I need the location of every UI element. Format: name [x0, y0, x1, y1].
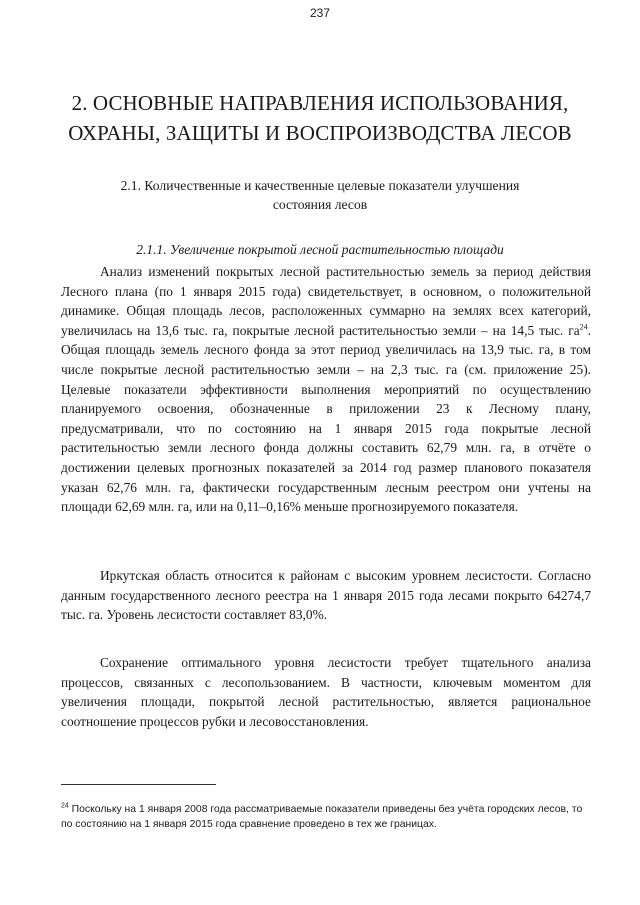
- paragraph-forest-area-analysis: [61, 262, 591, 517]
- footnote-text: Поскольку на 1 января 2008 года рассматриваемые показатели приведены без учёта городских лесов, то по состоянию на 1 января 2015 года сравнение проведено в тех же границах.: [61, 804, 583, 830]
- footnote-marker: 24: [61, 802, 69, 810]
- chapter-title-line-2: ОХРАНЫ, ЗАЩИТЫ И ВОСПРОИЗВОДСТВА ЛЕСОВ: [68, 121, 572, 145]
- footnote-divider: [61, 784, 216, 785]
- chapter-title-line-1: 2. ОСНОВНЫЕ НАПРАВЛЕНИЯ ИСПОЛЬЗОВАНИЯ,: [71, 91, 569, 115]
- footnote-reference[interactable]: 24: [579, 322, 588, 332]
- subsection-title: 2.1.1. Увеличение покрытой лесной растительностью площади: [136, 242, 504, 257]
- section-title-line-1: 2.1. Количественные и качественные целевые показатели улучшения: [120, 178, 520, 193]
- page-number: 237: [309, 6, 331, 20]
- paragraph-forest-cover-level: Иркутская область относится к районам с высоким уровнем лесистости. Согласно данным государственного лесного реестра на 1 января 2015 года лесами покрыто 64274,7 тыс. га. Уровень лесистости составляет 83,0%.: [61, 568, 591, 623]
- paragraph-1-part-2: . Общая площадь земель лесного фонда за этот период увеличилась на 13,9 тыс. га, в том числе покрытые лесной растительностью земли – на 2,3 тыс. га (см. приложение 25). Целевые показатели эффективности выполнения мероприятий по осуществлению планируемого освоения, обозначенные в приложении 23 к Лесному плану, предусматривали, что по состоянию на 1 января 2015 года покрытые лесной растительностью земли лесного фонда должны составить 62,79 млн. га, в отчёте о достижении целевых прогнозных показателей за 2014 год размер планового показателя указан 62,76 млн. га, фактически государственным лесным реестром они учтены на площади 62,69 млн. га, или на 0,11–0,16% меньше прогнозируемого показателя.: [61, 322, 591, 515]
- section-title: [60, 176, 580, 214]
- section-title-line-2: состояния лесов: [272, 197, 368, 212]
- paragraph-1-part-1: Анализ изменений покрытых лесной растительностью земель за период действия Лесного плана (по 1 января 2015 года) свидетельствует, в основном, о положительной динамике. Общая площадь лесов, расположенных суммарно на землях всех категорий, увеличилась на 13,6 тыс. га, покрытые лесной растительностью земли – на 14,5 тыс. га: [61, 264, 591, 338]
- paragraph-optimal-forest-cover: Сохранение оптимального уровня лесистости требует тщательного анализа процессов, связанных с лесопользованием. В частности, ключевым моментом для увеличения площади, покрытой лесной растительностью, является рациональное соотношение процессов рубки и лесовосстановления.: [61, 655, 591, 729]
- footnote: [61, 802, 591, 832]
- chapter-title: [60, 88, 580, 148]
